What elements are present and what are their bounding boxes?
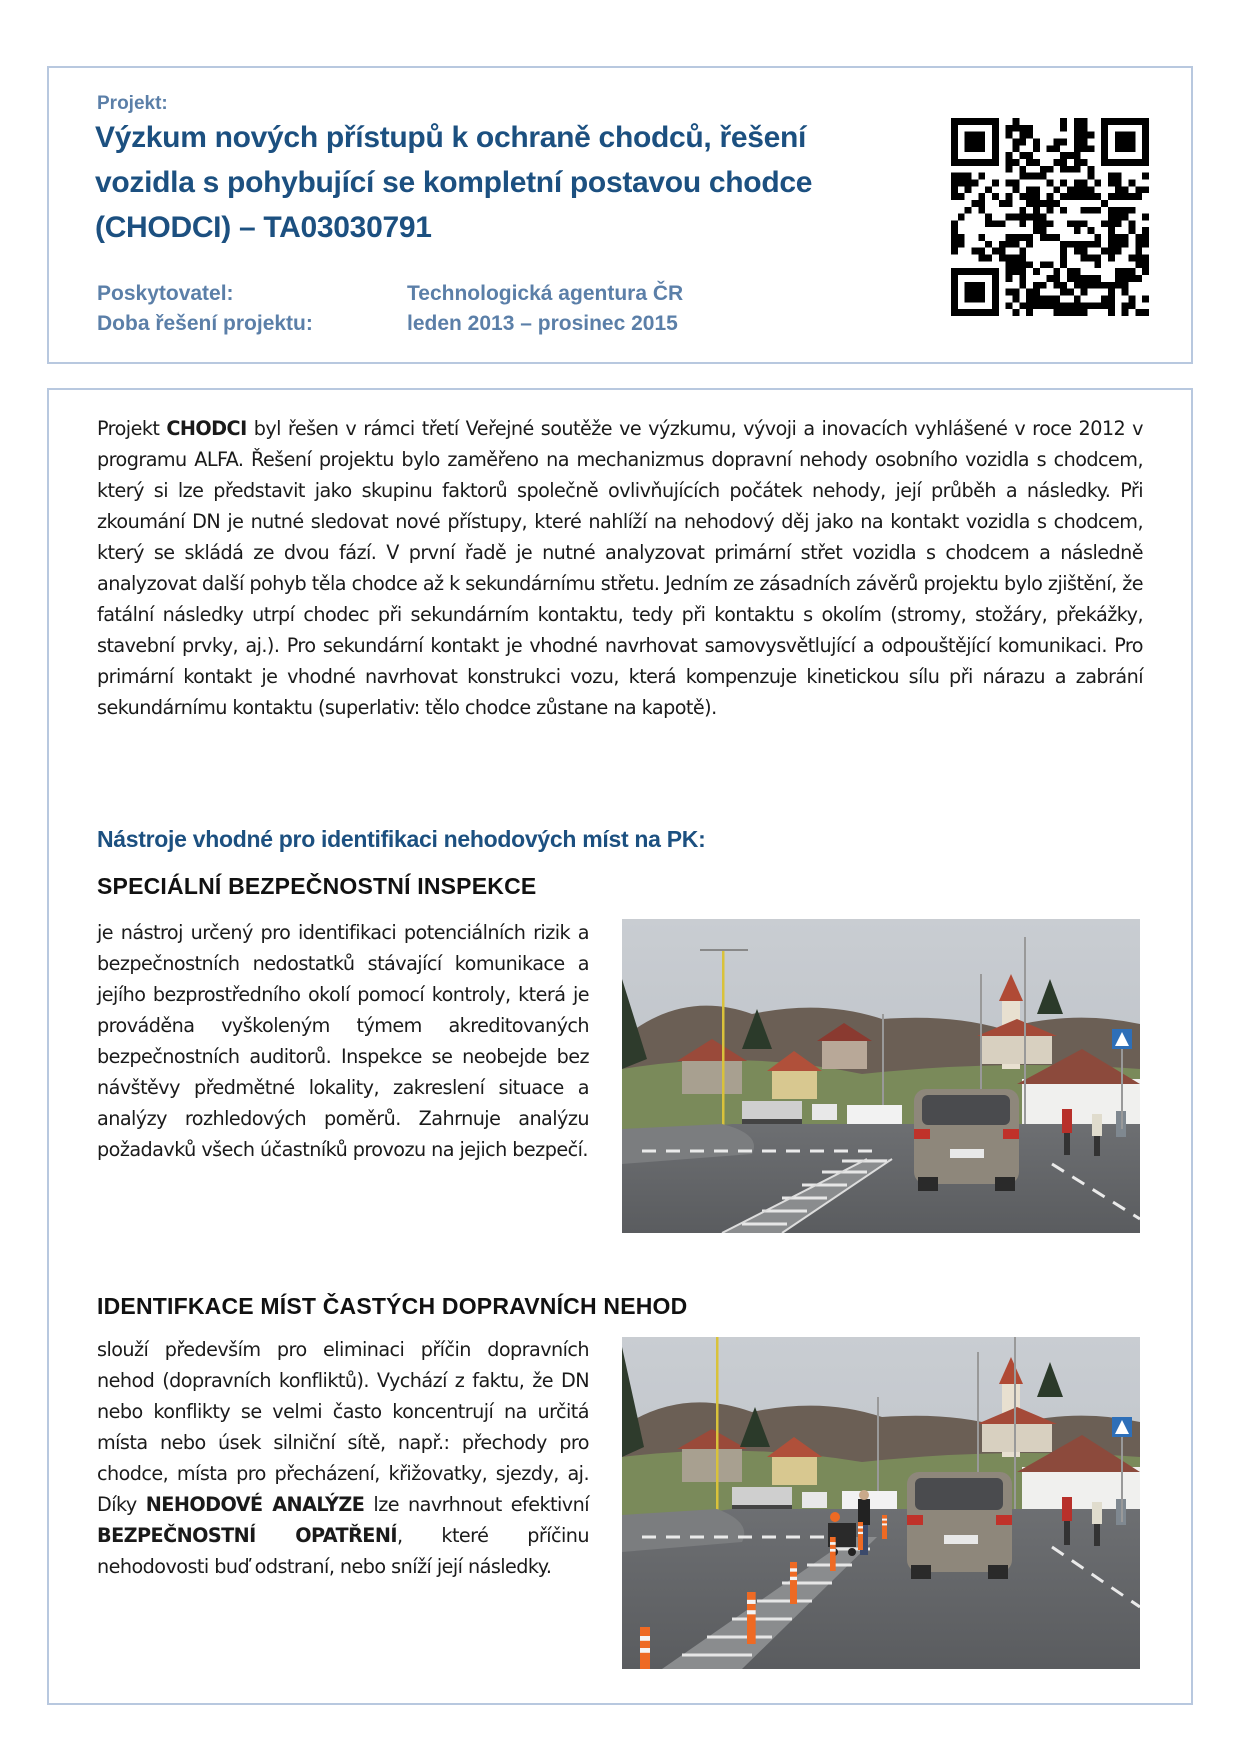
tools-heading: Nástroje vhodné pro identifikaci nehodových míst na PK: (97, 826, 706, 852)
section-paragraph-accident-sites (97, 1334, 589, 1582)
road-photo-bollards-image (622, 1337, 1140, 1669)
sec2-text-b: lze navrhnout efektivní (364, 1493, 589, 1516)
period-label: Doba řešení projektu: (97, 312, 313, 335)
bollard (858, 1522, 863, 1550)
bollard (747, 1592, 756, 1644)
provider-value: Technologická agentura ČR (407, 282, 684, 305)
intro-bold-project-name: CHODCI (166, 417, 247, 440)
intro-prefix: Projekt (97, 417, 167, 440)
bollard (882, 1515, 887, 1539)
sec2-bold-safety-measure: BEZPEČNOSTNÍ OPATŘENÍ (97, 1524, 397, 1547)
project-label: Projekt: (97, 93, 168, 114)
road-photo-after (622, 1337, 1140, 1669)
section-heading-accident-sites: IDENTIFKACE MÍST ČASTÝCH DOPRAVNÍCH NEHOD (97, 1293, 688, 1319)
project-title-line: Výzkum nových přístupů k ochraně chodců, řešení (95, 121, 807, 154)
road-photo-before (622, 919, 1140, 1233)
provider-label: Poskytovatel: (97, 282, 234, 305)
sec2-text-c: , které příčinu nehodovosti buď odstraní, nebo sníží její následky. (97, 1524, 589, 1578)
section-paragraph-inspection: je nástroj určený pro identifikaci potenciálních rizik a bezpečnostních nedostatků stávající komunikace a jejího bezprostředního okolí pomocí kontroly, která je prováděna vyškoleným týmem akreditovaných bezpečnostních auditorů. Inspekce se neobejde bez návštěvy předmětné lokality, zakreslení situace a analýzy rozhledových poměrů. Zahrnuje analýzu požadavků všech účastníků provozu na jejich bezpečí. (97, 921, 589, 1161)
project-title-line: vozidla s pohybující se kompletní postavou chodce (95, 166, 813, 199)
intro-text: byl řešen v rámci třetí Veřejné soutěže ve výzkumu, vývoji a inovacích vyhlášené v roce 2012 v programu ALFA. Řešení projektu bylo zaměřeno na mechanizmus dopravní nehody osobního vozidla s chodcem, který si lze představit jako skupinu faktorů společně ovlivňujících počátek nehody, její průběh a následky. Při zkoumání DN je nutné sledovat nové přístupy, které nahlíží na nehodový děj jako na kontakt vozidla s chodcem, který se skládá ze dvou fází. V první řadě je nutné analyzovat primární střet vozidla s chodcem a následně analyzovat další pohyb těla chodce až k sekundárnímu střetu. Jedním ze zásadních závěrů projektu bylo zjištění, že fatální následky utrpí chodec při sekundárním kontaktu, tedy při kontaktu s okolím (stromy, stožáry, překážky, stavební prvky, aj.). Pro sekundární kontakt je vhodné navrhovat samovysvětlující a odpouštějící komunikaci. Pro primární kontakt je vhodné navrhovat konstrukci vozu, která kompenzuje kinetickou sílu při nárazu a zabrání sekundárnímu kontaktu (superlativ: tělo chodce zůstane na kapotě). (97, 417, 1143, 719)
section-heading-inspection: SPECIÁLNÍ BEZPEČNOSTNÍ INSPEKCE (97, 873, 537, 899)
sec2-bold-accident-analysis: NEHODOVÉ ANALÝZE (145, 1493, 365, 1516)
project-title-line: (CHODCI) – TA03030791 (95, 211, 432, 244)
period-value: leden 2013 – prosinec 2015 (407, 312, 678, 335)
road-photo-image (622, 919, 1140, 1233)
sec2-text-a: slouží především pro eliminaci příčin dopravních nehod (dopravních konfliktů). Vychází z faktu, že DN nebo konflikty se velmi často koncentrují na určitá místa nebo úsek silniční sítě, např.: přechody pro chodce, místa pro přecházení, křižovatky, sjezdy, aj. Díky (97, 1338, 589, 1516)
project-header-box (47, 66, 1193, 364)
bollard (640, 1627, 650, 1669)
bollard (830, 1537, 836, 1571)
bollard (790, 1562, 797, 1604)
intro-paragraph (97, 413, 1143, 723)
project-title (95, 115, 915, 250)
qr-code-icon[interactable] (951, 118, 1149, 316)
content-box (47, 388, 1193, 1705)
